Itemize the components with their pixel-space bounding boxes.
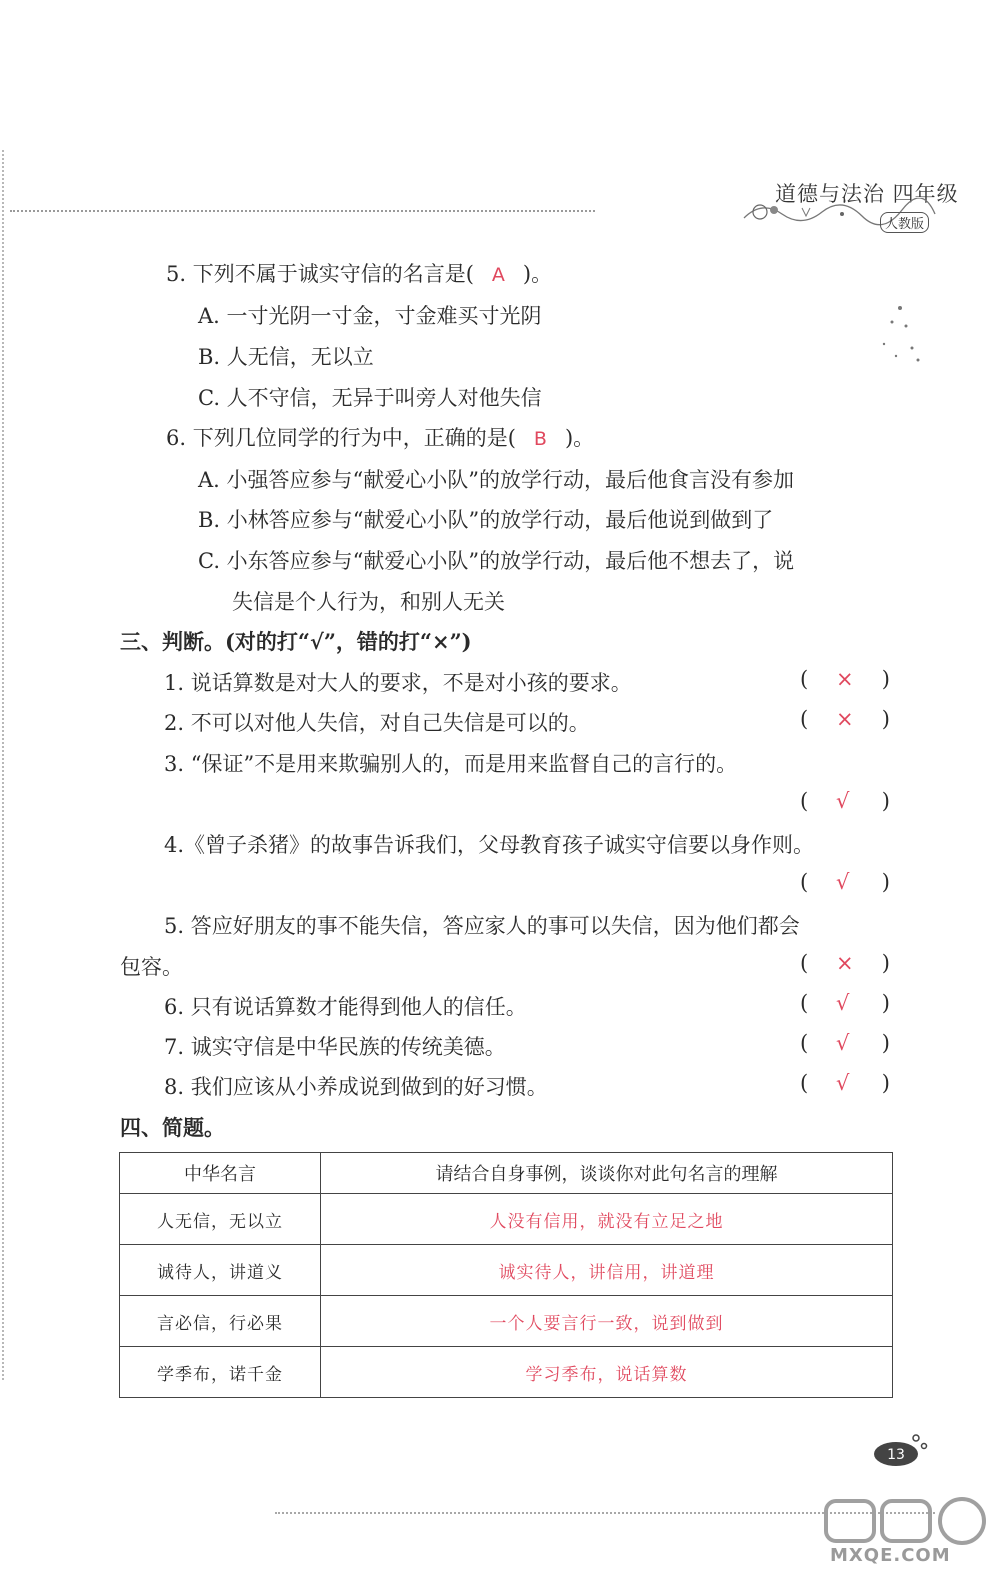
- short-answer-table: [119, 1152, 893, 1398]
- page-number-badge: [872, 1432, 928, 1468]
- mc-answer-6: B: [533, 428, 547, 450]
- column-header-quote: 中华名言: [120, 1153, 321, 1194]
- mc6-option-c: C. 小东答应参与“献爱心小队”的放学行动，最后他不想去了，说: [198, 549, 795, 573]
- page-number: 13: [887, 1447, 905, 1463]
- mc5-option-b: B. 人无信，无以立: [198, 345, 374, 369]
- table-row: [120, 1194, 893, 1245]
- quote-cell: 学季布，诺千金: [120, 1347, 321, 1398]
- judge-item-2: 2. 不可以对他人失信，对自己失信是可以的。: [164, 711, 590, 735]
- book-title: 道德与法治 四年级: [775, 182, 959, 206]
- mc5-option-a: A. 一寸光阴一寸金，寸金难买寸光阴: [198, 304, 542, 328]
- quote-cell: 诚待人，讲道义: [120, 1245, 321, 1296]
- header-rule: [10, 210, 595, 212]
- mc6-option-a: A. 小强答应参与“献爱心小队”的放学行动，最后他食言没有参加: [198, 468, 794, 492]
- judge-item-3: 3. “保证”不是用来欺骗别人的，而是用来监督自己的言行的。: [164, 752, 738, 776]
- side-decoration: [872, 300, 932, 370]
- mc-answer-5: A: [491, 264, 505, 286]
- quote-cell: 言必信，行必果: [120, 1296, 321, 1347]
- judge-item-5-cont: 包容。: [120, 955, 183, 979]
- watermark-text: MXQE.COM: [830, 1545, 951, 1566]
- answer-cell: 人没有信用，就没有立足之地: [321, 1194, 893, 1245]
- answer-cell: 诚实待人，讲信用，讲道理: [321, 1245, 893, 1296]
- judge-item-5: 5. 答应好朋友的事不能失信，答应家人的事可以失信，因为他们都会: [164, 914, 800, 938]
- quote-cell: 人无信，无以立: [120, 1194, 321, 1245]
- judge-item-4: 4.《曾子杀猪》的故事告诉我们，父母教育孩子诚实守信要以身作则。: [164, 833, 815, 857]
- left-margin-rule: [2, 150, 4, 1380]
- mc5-option-c: C. 人不守信，无异于叫旁人对他失信: [198, 386, 542, 410]
- mc6-option-b: B. 小林答应参与“献爱心小队”的放学行动，最后他说到做到了: [198, 508, 774, 532]
- judge-item-7: 7. 诚实守信是中华民族的传统美德。: [164, 1035, 506, 1059]
- edition-badge: 人教版: [880, 212, 929, 233]
- mc-question-6: 6. 下列几位同学的行为中，正确的是( B )。: [166, 426, 595, 450]
- mc-question-5: 5. 下列不属于诚实守信的名言是( A )。: [166, 262, 553, 286]
- judge-heading: 三、判断。(对的打“√”，错的打“×”): [120, 629, 472, 654]
- mc6-option-c-cont: 失信是个人行为，和别人无关: [232, 590, 505, 614]
- judge-item-1: 1. 说话算数是对大人的要求，不是对小孩的要求。: [164, 671, 632, 695]
- table-row: [120, 1347, 893, 1398]
- answer-cell: 一个人要言行一致，说到做到: [321, 1296, 893, 1347]
- column-header-understanding: 请结合自身事例，谈谈你对此句名言的理解: [321, 1153, 893, 1194]
- table-row: [120, 1296, 893, 1347]
- table-header-row: [120, 1153, 893, 1194]
- table-row: [120, 1245, 893, 1296]
- judge-item-8: 8. 我们应该从小养成说到做到的好习惯。: [164, 1075, 548, 1099]
- short-answer-heading: 四、简题。: [120, 1115, 225, 1140]
- answer-cell: 学习季布，说话算数: [321, 1347, 893, 1398]
- judge-item-6: 6. 只有说话算数才能得到他人的信任。: [164, 995, 527, 1019]
